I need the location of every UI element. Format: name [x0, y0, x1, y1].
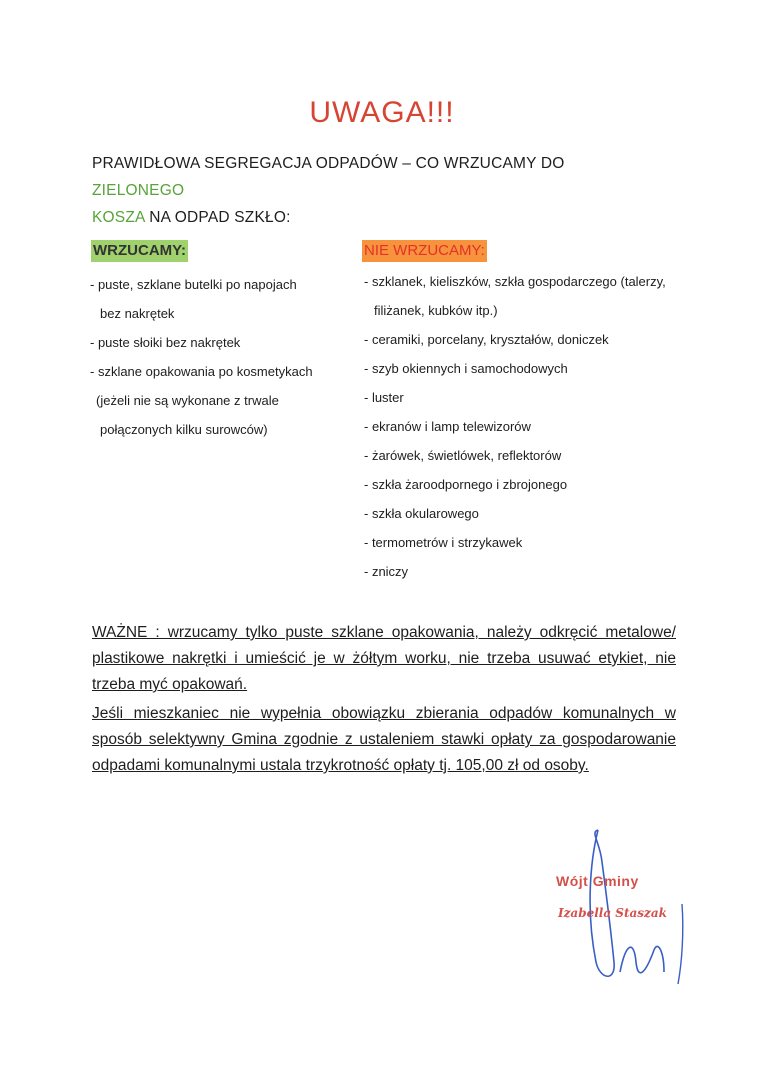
penalty-note-text: Jeśli mieszkaniec nie wypełnia obowiązku zbierania odpadów komunalnych w sposób selektywny Gmina zgodnie z ustaleniem stawki opłaty za gospodarowanie odpadami komunalnymi ustala trzykrotność opłaty tj. 105,00 zł od osoby. — [92, 705, 676, 774]
list-item: (jeżeli nie są wykonane z trwale — [96, 393, 279, 408]
list-item: - termometrów i strzykawek — [364, 535, 523, 550]
list-item: - żarówek, świetlówek, reflektorów — [364, 448, 562, 463]
section-heading — [92, 150, 652, 231]
list-item: - szkła żaroodpornego i zbrojonego — [364, 477, 568, 492]
list-item: - puste słoiki bez nakrętek — [90, 335, 241, 350]
list-item: - szklane opakowania po kosmetykach — [90, 364, 313, 379]
accept-label: WRZUCAMY: — [91, 240, 188, 262]
list-item: - puste, szklane butelki po napojach — [90, 277, 297, 292]
list-item: - luster — [364, 390, 404, 405]
important-note-text: WAŻNE : wrzucamy tylko puste szklane opakowania, należy odkręcić metalowe/ plastikowe nakrętki i umieścić je w żółtym worku, nie trzeba usuwać etykiet, nie trzeba myć opakowań. — [92, 624, 676, 693]
heading-green-word-2: KOSZA — [92, 209, 145, 226]
list-item: - szklanek, kieliszków, szkła gospodarczego (talerzy, — [364, 274, 666, 289]
list-item: filiżanek, kubków itp.) — [374, 303, 498, 318]
stamp-name: Izabella Staszak — [558, 906, 667, 920]
list-item: bez nakrętek — [100, 306, 175, 321]
heading-text-end: NA ODPAD SZKŁO: — [144, 209, 291, 226]
accept-list — [90, 270, 313, 444]
important-note — [92, 620, 676, 698]
list-item: - szyb okiennych i samochodowych — [364, 361, 568, 376]
stamp-title: Wójt Gminy — [556, 873, 639, 889]
list-item: - szkła okularowego — [364, 506, 479, 521]
penalty-note — [92, 701, 676, 779]
page-title: UWAGA!!! — [309, 96, 455, 129]
reject-label: NIE WRZUCAMY: — [362, 240, 487, 262]
reject-list — [364, 267, 666, 586]
list-item: - ceramiki, porcelany, kryształów, doniczek — [364, 332, 609, 347]
list-item: połączonych kilku surowców) — [100, 422, 268, 437]
list-item: - ekranów i lamp telewizorów — [364, 419, 531, 434]
heading-green-word: ZIELONEGO — [92, 182, 185, 199]
heading-text-start: PRAWIDŁOWA SEGREGACJA ODPADÓW – CO WRZUCAMY DO — [92, 155, 565, 172]
list-item: - zniczy — [364, 564, 409, 579]
